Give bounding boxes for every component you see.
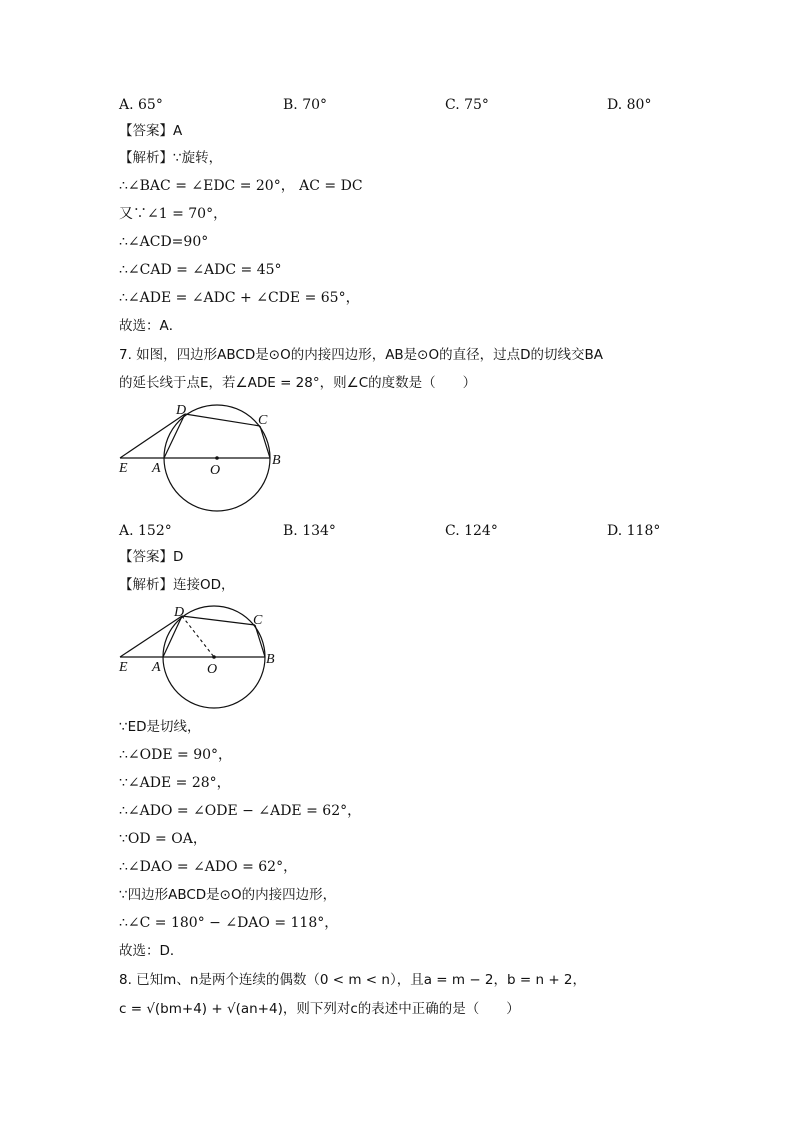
chord-cb xyxy=(260,426,270,458)
q6-analysis-line: 又∵∠1 = 70°， xyxy=(119,206,228,222)
q6-analysis-line: ∴∠CAD = ∠ADC = 45° xyxy=(119,262,282,278)
q7-solution-figure xyxy=(110,599,310,719)
q6-answer: 【答案】A xyxy=(119,123,183,139)
q6-option-b: B. 70° xyxy=(283,97,328,113)
tangent-ed xyxy=(120,414,185,458)
q7-analysis-line: ∴∠C = 180° − ∠DAO = 118°， xyxy=(119,915,339,931)
q6-analysis-line: ∴∠ACD=90° xyxy=(119,234,209,250)
center-point xyxy=(215,456,219,460)
q8-stem-line2: c = √(bm+4) + √(an+4)，则下列对c的表述中正确的是（ ） xyxy=(119,1001,520,1017)
q7-stem-line2: 的延长线于点E，若∠ADE = 28°，则∠C的度数是（ ） xyxy=(119,375,477,391)
q7-figure xyxy=(110,398,310,518)
label-c: C xyxy=(253,613,263,628)
q7-analysis-line: ∵OD = OA， xyxy=(119,831,207,847)
q7-option-b: B. 134° xyxy=(283,523,336,539)
q6-option-c: C. 75° xyxy=(445,97,489,113)
chord-cb xyxy=(255,625,265,657)
q7-analysis-first: 【解析】连接OD， xyxy=(119,577,235,593)
q7-analysis-line: ∴∠ODE = 90°， xyxy=(119,747,233,763)
dashed-od xyxy=(182,616,214,657)
label-b: B xyxy=(272,453,281,468)
label-b: B xyxy=(266,652,275,667)
q6-analysis-line: ∴∠BAC = ∠EDC = 20°， AC = DC xyxy=(119,178,363,194)
q7-conclusion: 故选：D． xyxy=(119,943,184,959)
label-e: E xyxy=(119,461,128,476)
label-o: O xyxy=(207,662,218,677)
label-d: D xyxy=(176,403,187,418)
q6-analysis-line: 【解析】∵旋转， xyxy=(119,150,223,166)
q8-stem-line1: 8. 已知m、n是两个连续的偶数（0 < m < n），且a = m − 2，b = n + 2， xyxy=(119,972,587,988)
q6-option-d: D. 80° xyxy=(607,97,652,113)
label-a: A xyxy=(152,461,161,476)
label-c: C xyxy=(258,413,268,428)
label-d: D xyxy=(174,605,185,620)
q7-analysis-line: ∵ED是切线， xyxy=(119,719,201,735)
q7-analysis-line: ∵∠ADE = 28°， xyxy=(119,775,231,791)
q6-conclusion: 故选：A． xyxy=(119,318,183,334)
q7-option-d: D. 118° xyxy=(607,523,661,539)
q6-option-a: A. 65° xyxy=(119,97,163,113)
center-point xyxy=(212,655,216,659)
label-a: A xyxy=(152,660,161,675)
q7-option-a: A. 152° xyxy=(119,523,172,539)
q7-answer: 【答案】D xyxy=(119,549,184,565)
chord-dc xyxy=(182,616,255,625)
q7-analysis-line: ∴∠ADO = ∠ODE − ∠ADE = 62°， xyxy=(119,803,362,819)
label-e: E xyxy=(119,660,128,675)
q6-analysis-line: ∴∠ADE = ∠ADC + ∠CDE = 65°， xyxy=(119,290,360,306)
label-o: O xyxy=(210,463,221,478)
q7-analysis-line: ∴∠DAO = ∠ADO = 62°， xyxy=(119,859,298,875)
q7-stem-line1: 7. 如图，四边形ABCD是⊙O的内接四边形，AB是⊙O的直径，过点D的切线交BA xyxy=(119,347,604,363)
q7-analysis-line: ∵四边形ABCD是⊙O的内接四边形， xyxy=(119,887,337,903)
q7-option-c: C. 124° xyxy=(445,523,498,539)
